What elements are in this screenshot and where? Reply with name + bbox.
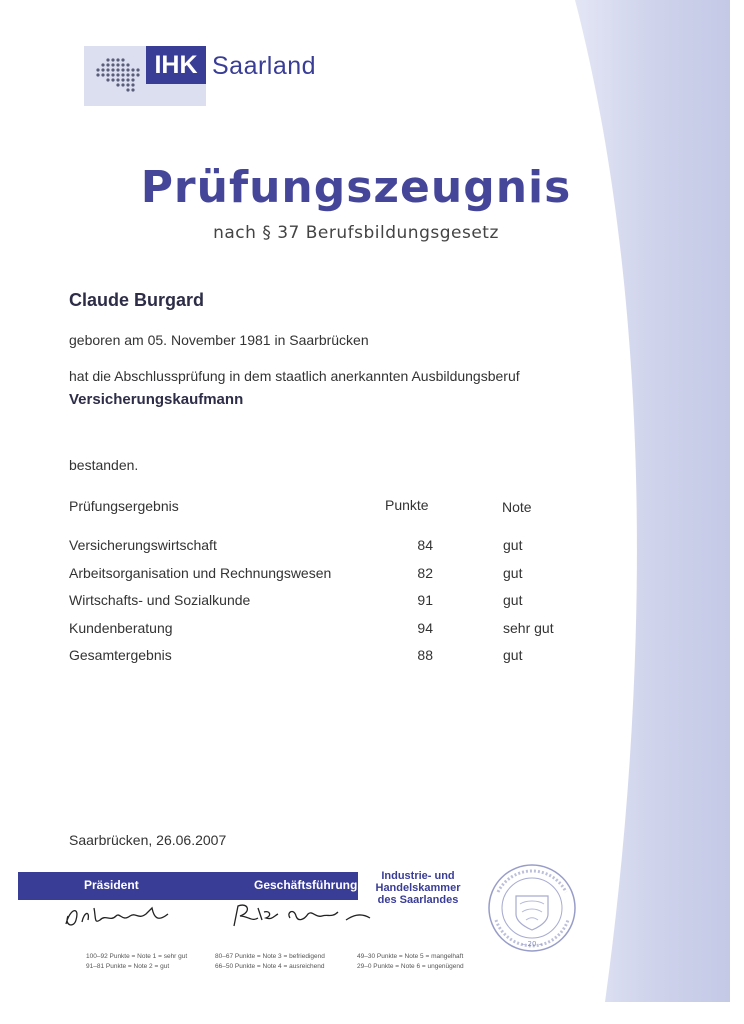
signature-bar (18, 872, 358, 900)
chamber-name (372, 870, 464, 906)
logo-region-label: Saarland (212, 52, 317, 80)
results-header-grade: Note (502, 499, 532, 515)
result-grade: gut (503, 592, 523, 608)
grading-legend-col2 (215, 952, 325, 972)
table-row (69, 592, 589, 612)
grading-legend-col3 (357, 952, 464, 972)
result-points: 88 (417, 647, 433, 663)
legend-line: 100–92 Punkte = Note 1 = sehr gut (86, 953, 188, 960)
result-grade: gut (503, 565, 523, 581)
exam-line: hat die Abschlussprüfung in dem staatlich anerkannten Ausbildungsberuf (69, 368, 520, 384)
table-row (69, 565, 589, 585)
result-points: 84 (417, 537, 433, 553)
legend-line: 29–0 Punkte = Note 6 = ungenügend (357, 963, 464, 970)
profession: Versicherungskaufmann (69, 391, 244, 408)
chamber-line: Industrie- und (381, 870, 455, 882)
result-subject: Wirtschafts- und Sozialkunde (69, 592, 251, 608)
result-subject: Kundenberatung (69, 620, 173, 636)
candidate-name: Claude Burgard (69, 290, 205, 310)
president-label: Präsident (84, 878, 139, 892)
management-label: Geschäftsführung (254, 878, 358, 892)
results-header-subject: Prüfungsergebnis (69, 498, 179, 514)
president-signature (60, 898, 180, 932)
result-subject: Arbeitsorganisation und Rechnungswesen (69, 565, 332, 581)
document-subtitle: nach § 37 Berufsbildungsgesetz (213, 223, 499, 243)
document-title: Prüfungszeugnis (140, 162, 572, 213)
legend-line: 80–67 Punkte = Note 3 = befriedigend (215, 953, 325, 960)
result-subject: Gesamtergebnis (69, 647, 172, 663)
result-points: 91 (417, 592, 433, 608)
place-date: Saarbrücken, 26.06.2007 (69, 832, 227, 848)
birth-line: geboren am 05. November 1981 in Saarbrücken (69, 332, 369, 348)
management-signature (228, 898, 378, 932)
official-seal-stamp (486, 862, 578, 954)
grading-legend-col1 (86, 952, 187, 972)
result-points: 94 (417, 620, 433, 636)
legend-line: 49–30 Punkte = Note 5 = mangelhaft (357, 953, 464, 960)
passed-text: bestanden. (69, 457, 139, 473)
result-grade: gut (503, 647, 523, 663)
legend-line: 91–81 Punkte = Note 2 = gut (86, 963, 170, 970)
table-row (69, 647, 589, 667)
result-points: 82 (417, 565, 433, 581)
svg-text:– 20 –: – 20 – (521, 940, 543, 948)
results-header-points: Punkte (385, 497, 429, 513)
chamber-line: des Saarlandes (377, 894, 459, 906)
table-row (69, 620, 589, 640)
chamber-line: Handelskammer (375, 882, 461, 894)
table-row (69, 537, 589, 557)
result-grade: sehr gut (503, 620, 554, 636)
logo-ihk-label: IHK (146, 46, 206, 84)
result-subject: Versicherungswirtschaft (69, 537, 217, 553)
legend-line: 66–50 Punkte = Note 4 = ausreichend (215, 963, 325, 970)
result-grade: gut (503, 537, 523, 553)
saarland-map-icon (92, 56, 144, 96)
